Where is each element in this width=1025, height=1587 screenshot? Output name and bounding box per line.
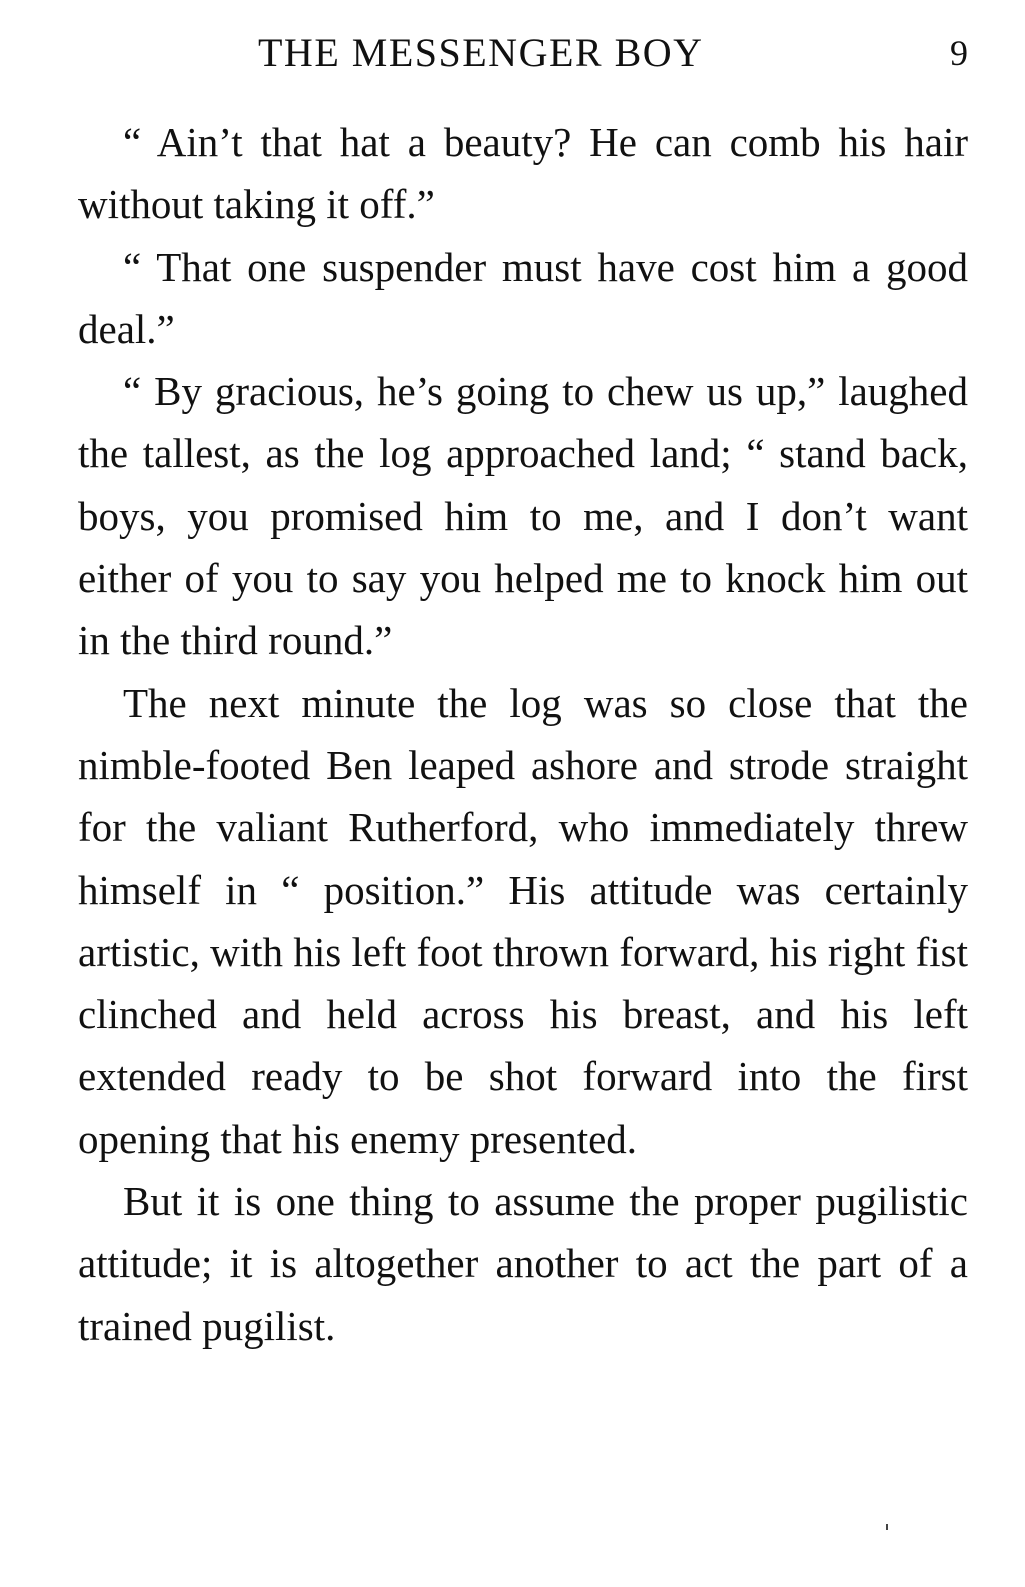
paragraph-3: “ By gracious, he’s going to chew us up,” laughed the tallest, as the log approached land; “ stand back, boys, you promised him to me, and I don’t want either of you to say you helped me to knock him out in the third round.” xyxy=(78,368,968,664)
paragraph-4: The next minute the log was so close that the nimble-footed Ben leaped ashore and strode straight for the valiant Rutherford, who immediately threw himself in “ position.” His attitude was certainly artistic, with his left foot thrown forward, his right fist clinched and held across his breast, and his left extended ready to be shot forward into the first opening that his enemy presented. xyxy=(78,679,968,1162)
running-head xyxy=(78,28,968,78)
page-number: 9 xyxy=(950,33,968,73)
running-head-title: THE MESSENGER BOY xyxy=(258,30,704,75)
paragraph-1: “ Ain’t that hat a beauty? He can comb his hair without taking it off.” xyxy=(78,119,968,228)
paragraph-5: But it is one thing to assume the proper pugilistic attitude; it is altogether another to act the part of a trained pugilist. xyxy=(78,1178,968,1349)
scan-speck xyxy=(886,1524,888,1530)
paragraph-2: “ That one suspender must have cost him a good deal.” xyxy=(78,243,968,352)
body-text xyxy=(78,111,968,1357)
